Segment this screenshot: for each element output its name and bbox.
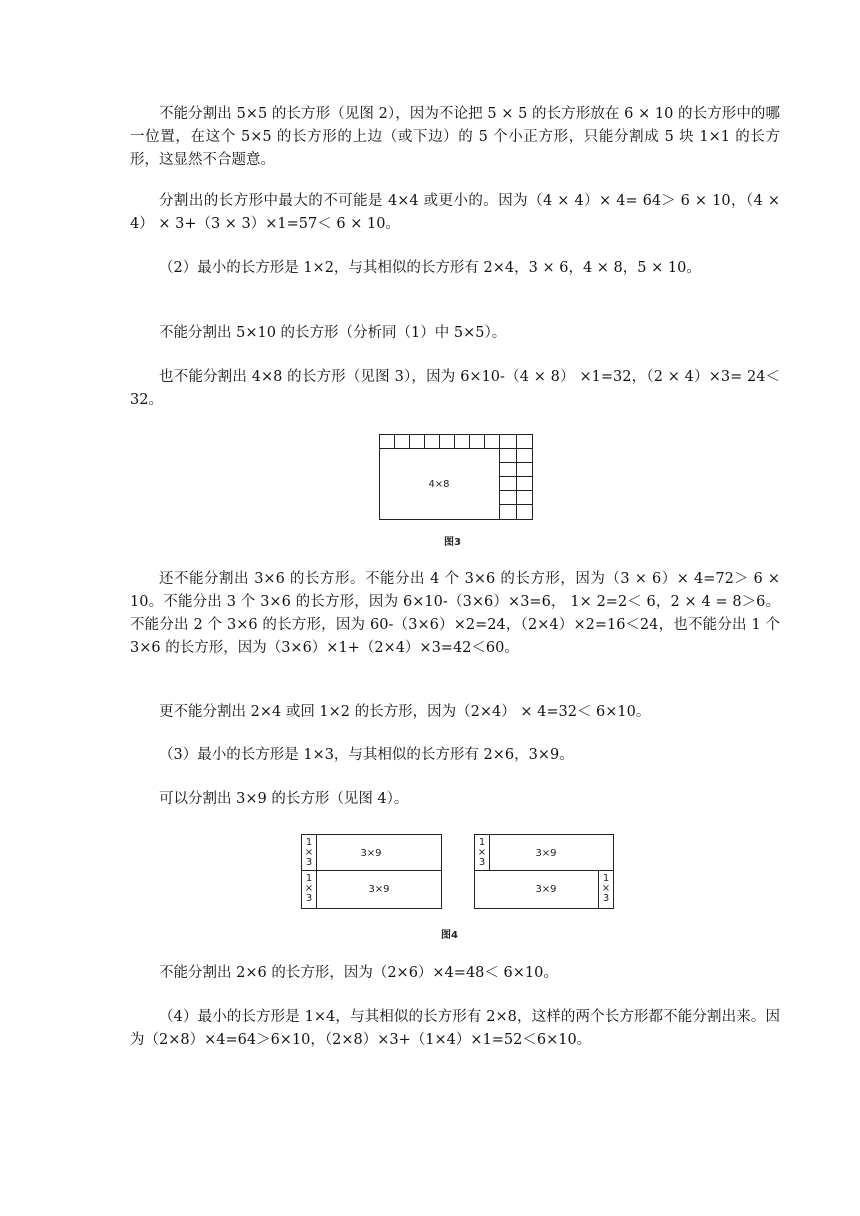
paragraph-10: 不能分割出 2×6 的长方形，因为（2×6）×4=48＜ 6×10。 (159, 965, 558, 981)
paragraph-9: 可以分割出 3×9 的长方形（见图 4）。 (159, 791, 409, 807)
figure-4-caption: 图4 (441, 930, 458, 941)
paragraph-11: （4）最小的长方形是 1×4，与其相似的长方形有 2×8，这样的两个长方形都不能分割出来。因为（2×8）×4=64＞6×10，（2×8）×3+（1×4）×1=52＜6×10。 (130, 1009, 780, 1048)
small-label-line-1: 1 (602, 873, 610, 884)
paragraph-4: 不能分割出 5×10 的长方形（分析同（1）中 5×5）。 (159, 325, 507, 341)
figure-4-label-left-bottom: 3×9 (368, 884, 390, 895)
small-label-line-1: 1 (305, 837, 313, 848)
figure-3-diagram (378, 433, 534, 523)
small-label-line-3: 3 (305, 857, 313, 868)
paragraph-5: 也不能分割出 4×8 的长方形（见图 3），因为 6×10-（4 × 8） ×1=32，（2 × 4）×3= 24＜32。 (130, 369, 780, 408)
figure-4-diagram (300, 833, 618, 913)
small-label-line-3: 3 (602, 893, 610, 904)
figure-3 (378, 433, 534, 523)
figure-3-caption: 图3 (444, 537, 461, 548)
figure-4-label-right-top: 3×9 (535, 848, 557, 859)
paragraph-1: 不能分割出 5×5 的长方形（见图 2），因为不论把 5 × 5 的长方形放在 6 × 10 的长方形中的哪一位置，在这个 5×5 的长方形的上边（或下边）的 5 个小正方形，只能分割成 5 块 1×1 的长方形，这显然不合题意。 (130, 106, 780, 168)
small-label-line-1: 1 (305, 873, 313, 884)
small-label-line-2: × (477, 847, 487, 858)
small-label-line-3: 3 (478, 857, 486, 868)
paragraph-2: 分割出的长方形中最大的不可能是 4×4 或更小的。因为（4 × 4）× 4= 64＞ 6 × 10，（4 × 4） × 3+（3 × 3）×1=57＜ 6 × 10。 (130, 193, 780, 232)
small-label-line-3: 3 (305, 893, 313, 904)
paragraph-8: （3）最小的长方形是 1×3，与其相似的长方形有 2×6，3×9。 (159, 747, 574, 763)
paragraph-3: （2）最小的长方形是 1×2，与其相似的长方形有 2×4，3 × 6，4 × 8，5 × 10。 (159, 260, 701, 276)
paragraph-7: 更不能分割出 2×4 或回 1×2 的长方形，因为（2×4） × 4=32＜ 6×10。 (159, 704, 651, 720)
small-label-line-2: × (304, 847, 314, 858)
figure-4-label-right-bottom: 3×9 (535, 884, 557, 895)
paragraph-6: 还不能分割出 3×6 的长方形。不能分出 4 个 3×6 的长方形，因为（3 × 6）× 4=72＞ 6 × 10。不能分出 3 个 3×6 的长方形，因为 6×10-（3×6）×3=6， 1× 2=2＜ 6，2 × 4 = 8＞6。不能分出 2 个 3×6 的长方形，因为 60-（3×6）×2=24，（2×4）×2=16＜24，也不能分出 1 个 3×6 的长方形，因为（3×6）×1+（2×4）×3=42＜60。 (130, 571, 780, 656)
figure-4-label-left-top: 3×9 (360, 848, 382, 859)
figure-3-inner-label: 4×8 (428, 479, 450, 490)
figure-4 (300, 833, 618, 913)
small-label-line-2: × (304, 883, 314, 894)
small-label-line-1: 1 (478, 837, 486, 848)
small-label-line-2: × (601, 883, 611, 894)
